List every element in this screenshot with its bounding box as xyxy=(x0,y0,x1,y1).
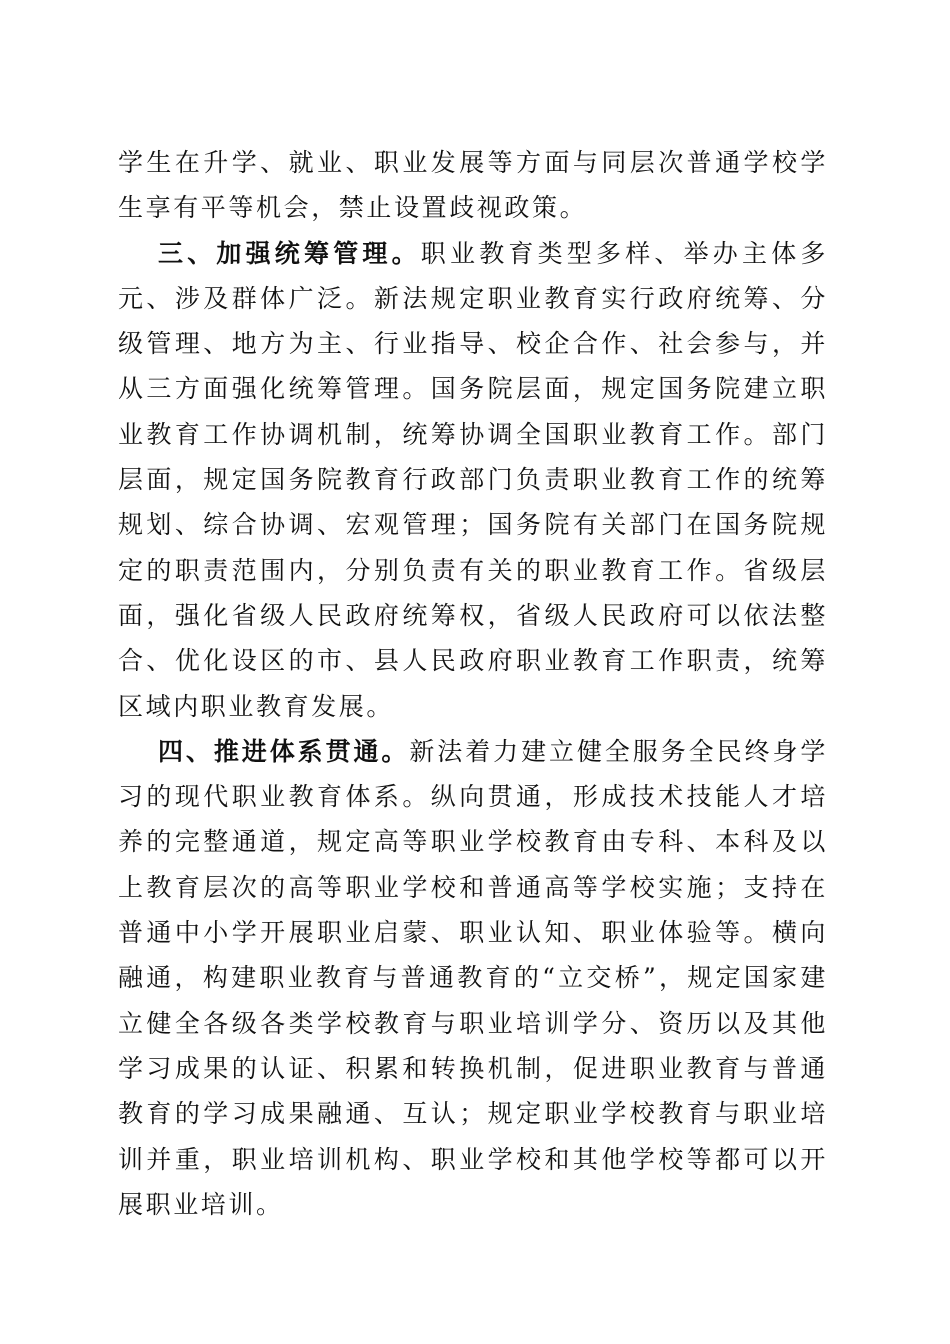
paragraph-text: 新法着力建立健全服务全民终身学习的现代职业教育体系。纵向贯通，形成技术技能人才培养的完整通道，规定高等职业学校教育由专科、本科及以上教育层次的高等职业学校和普通高等学校实施；支持在普通中小学开展职业启蒙、职业认知、职业体验等。横向融通，构建职业教育与普通教育的“立交桥”，规定国家建立健全各级各类学校教育与职业培训学分、资历以及其他学习成果的认证、积累和转换机制，促进职业教育与普通教育的学习成果融通、互认；规定职业学校教育与职业培训并重，职业培训机构、职业学校和其他学校等都可以开展职业培训。 xyxy=(118,736,828,1219)
paragraph-section-four xyxy=(118,729,828,1227)
document-body xyxy=(118,140,828,1227)
section-heading: 四、推进体系贯通。 xyxy=(158,736,410,766)
paragraph-text: 职业教育类型多样、举办主体多元、涉及群体广泛。新法规定职业教育实行政府统筹、分级管理、地方为主、行业指导、校企合作、社会参与，并从三方面强化统筹管理。国务院层面，规定国务院建立职业教育工作协调机制，统筹协调全国职业教育工作。部门层面，规定国务院教育行政部门负责职业教育工作的统筹规划、综合协调、宏观管理；国务院有关部门在国务院规定的职责范围内，分别负责有关的职业教育工作。省级层面，强化省级人民政府统筹权，省级人民政府可以依法整合、优化设区的市、县人民政府职业教育工作职责，统筹区域内职业教育发展。 xyxy=(118,238,828,721)
paragraph-text: 学生在升学、就业、职业发展等方面与同层次普通学校学生享有平等机会，禁止设置歧视政策。 xyxy=(118,148,828,223)
paragraph-section-three xyxy=(118,231,828,729)
section-heading: 三、加强统筹管理。 xyxy=(158,238,421,268)
paragraph-continuation xyxy=(118,140,828,231)
